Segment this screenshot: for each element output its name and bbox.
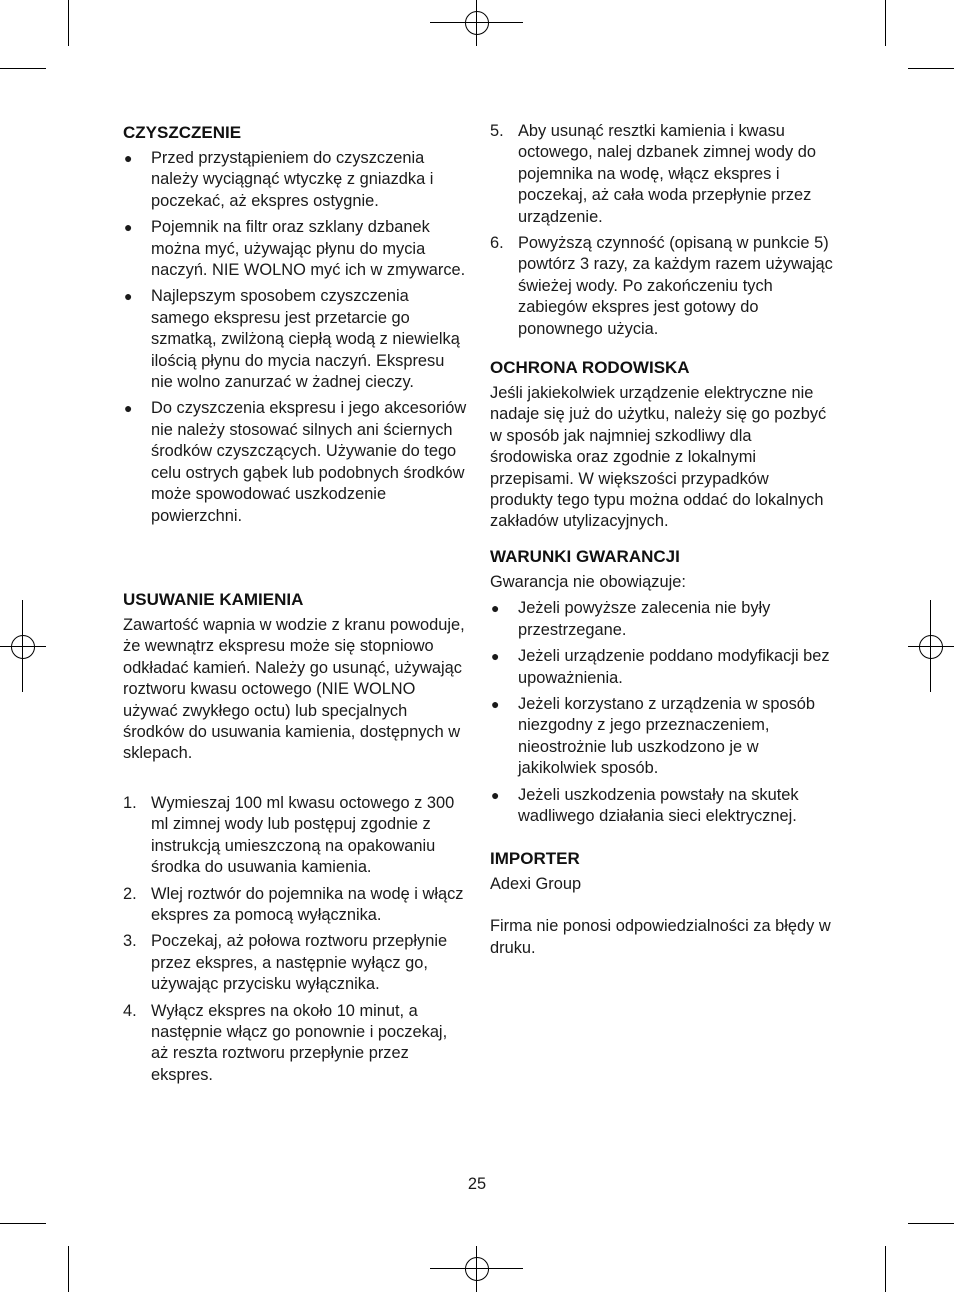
bullet-icon: ● xyxy=(124,288,133,305)
environment-section xyxy=(490,358,835,533)
environment-text: Jeśli jakiekolwiek urządzenie elektryczne nie nadaje się już do użytku, należy się go pozbyć w sposób jak najmniej szkodliwy dla środowiska oraz zgodnie z lokalnymi przepisami. W większości przypadków produkty tego typu można oddać do lokalnych zakładów utylizacyjnych. xyxy=(490,384,827,531)
descaling-intro: Zawartość wapnia w wodzie z kranu powoduje, że wewnątrz ekspresu może się stopniowo odkładać kamień. Należy go usunąć, używając roztworu kwasu octowego (NIE WOLNO używać zwykłego octu) lub specjalnych środków do usuwania kamienia, dostępnych w sklepach. xyxy=(123,616,465,763)
disclaimer-text: Firma nie ponosi odpowiedzialności za błędy w druku. xyxy=(490,917,831,957)
bullet-icon: ● xyxy=(124,219,133,236)
importer-name: Adexi Group xyxy=(490,875,582,893)
environment-heading: OCHRONA RODOWISKA xyxy=(490,358,690,377)
warranty-list xyxy=(490,598,835,827)
importer-section xyxy=(490,849,835,959)
bullet-icon: ● xyxy=(491,696,500,713)
bullet-icon: ● xyxy=(124,150,133,166)
cleaning-heading: CZYSZCZENIE xyxy=(123,123,242,142)
step-item: 5. Aby usunąć resztki kamienia i kwasu octowego, nalej dzbanek zimnej wody do pojemnika na wodę, włącz ekspres i poczekaj, aż cała woda przepłynie przez urządzenie. xyxy=(490,122,816,226)
page-number: 25 xyxy=(467,1175,487,1193)
list-item: ● Jeżeli urządzenie poddano modyfikacji bez upoważnienia. xyxy=(491,647,830,687)
step-item: 4. Wyłącz ekspres na około 10 minut, a następnie włącz go ponownie i poczekaj, aż reszta roztworu przepłynie przez ekspres. xyxy=(123,1001,448,1084)
step-item: 3. Poczekaj, aż połowa roztworu przepłynie przez ekspres, a następnie wyłącz go, używając przycisku wyłącznika. xyxy=(123,932,448,994)
bullet-icon: ● xyxy=(491,600,500,617)
warranty-section xyxy=(490,547,835,832)
bullet-icon: ● xyxy=(124,400,133,417)
step-item: 2. Wlej roztwór do pojemnika na wodę i włącz ekspres za pomocą wyłącznika. xyxy=(123,884,464,925)
descaling-section xyxy=(123,590,468,765)
steps-list xyxy=(123,793,468,1086)
warranty-heading: WARUNKI GWARANCJI xyxy=(490,547,680,566)
warranty-intro: Gwarancja nie obowiązuje: xyxy=(490,573,686,591)
importer-heading: IMPORTER xyxy=(490,849,580,868)
list-item: ● Jeżeli uszkodzenia powstały na skutek wadliwego działania sieci elektrycznej. xyxy=(491,785,799,826)
steps-list xyxy=(490,121,835,340)
cleaning-list xyxy=(123,148,468,527)
list-item: ● Do czyszczenia ekspresu i jego akcesoriów nie należy stosować silnych ani ściernych środków czyszczących. Używanie do tego celu ostrych gąbek lub podobnych środków może spowodować uszkodzenie powierzchni. xyxy=(124,399,467,525)
step-item: 1. Wymieszaj 100 ml kwasu octowego z 300 ml zimnej wody lub postępuj zgodnie z instrukcją umieszczoną na opakowaniu środka do usuwania kamienia. xyxy=(123,794,455,877)
descaling-heading: USUWANIE KAMIENIA xyxy=(123,590,304,609)
list-item: ● Przed przystąpieniem do czyszczenia należy wyciągnąć wtyczkę z gniazdka i poczekać, aż ekspres ostygnie. xyxy=(124,149,434,210)
cleaning-section xyxy=(123,123,468,532)
descaling-steps-continued xyxy=(490,121,835,345)
bullet-icon: ● xyxy=(491,786,500,803)
bullet-icon: ● xyxy=(491,648,500,665)
list-item: ● Jeżeli korzystano z urządzenia w sposób niezgodny z jego przeznaczeniem, nieostrożnie lub uszkodzono je w jakikolwiek sposób. xyxy=(491,695,816,778)
list-item: ● Najlepszym sposobem czyszczenia samego ekspresu jest przetarcie go szmatką, zwilżoną ciepłą wodą z niewielką ilością płynu do mycia naczyń. Ekspresu nie wolno zanurzać w żadnej cieczy. xyxy=(124,287,460,392)
list-item: ● Jeżeli powyższe zalecenia nie były przestrzegane. xyxy=(491,599,771,639)
step-item: 6. Powyższą czynność (opisaną w punkcie 5) powtórz 3 razy, za każdym razem używając świeżej wody. Po zakończeniu tych zabiegów ekspres jest gotowy do ponownego użycia. xyxy=(490,234,833,338)
list-item: ● Pojemnik na filtr oraz szklany dzbanek można myć, używając płynu do mycia naczyń. NIE WOLNO myć ich w zmywarce. xyxy=(124,218,466,280)
descaling-steps xyxy=(123,793,468,1091)
